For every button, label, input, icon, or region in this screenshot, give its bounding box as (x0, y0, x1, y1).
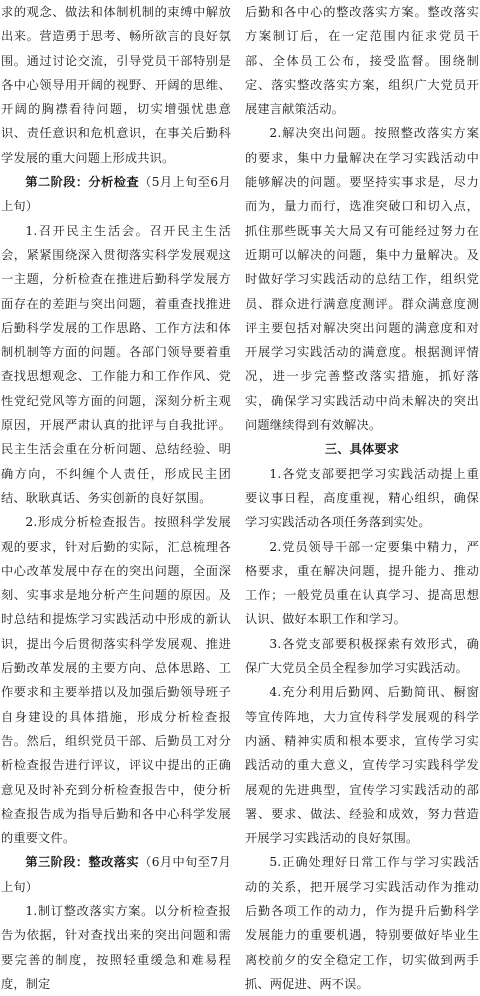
item-analysis-report: 2.形成分析检查报告。按照科学发展观的要求，针对后勤的实际，汇总梳理各中心改革发展中存在的突出问题，全面深刻、实事求是地分析产生问题的原因。及时总结和提炼学习实践活动中形成的新认识，提出今后贯彻落实科学发展观、推进后勤改革发展的主要方向、总体思路、工作要求和主要举措以及加强后勤领导班子自身建设的具体措施，形成分析检查报告。然后，组织党员干部、后勤员工对分析检查报告进行评议，评议中提出的正确意见及时补充到分析检查报告中，使分析检查报告成为指导后勤和各中心科学发展的重要文件。 (1, 515, 231, 846)
right-column (245, 0, 480, 991)
item-solve-problems: 2.解决突出问题。按照整改落实方案的要求，集中力量解决在学习实践活动中能够解决的问题。要坚持实事求是，尽力而为，量力而行，选准突破口和切入点，抓住那些既事关大局又有可能经过努力在近期可以解决的问题，集中力量解决。及时做好学习实践活动的总结工作，组织党员、群众进行满意度测评。群众满意度测评主要包括对解决突出问题的满意度和对开展学习实践活动的满意度。根据测评情况，进一步完善整改落实措施，抓好落实，确保学习实践活动中尚未解决的突出问题继续得到有效解决。 (245, 126, 479, 433)
paragraph-plan-continued: 后勤和各中心的整改落实方案。整改落实方案制订后，在一定范围内征求党员干部、全体员工公布，接受监督。围绕制定、落实整改落实方案，组织广大党员开展建言献策活动。 (245, 5, 479, 117)
section-heading-requirements: 三、具体要求 (324, 442, 400, 457)
paragraph-consensus: 求的观念、做法和体制机制的束缚中解放出来。营造勇于思考、畅所欲言的良好氛围。通过讨论交流，引导党员干部特别是各中心领导用开阔的视野、开阔的思维、开阔的胸襟看待问题，切实增强忧患意识、责任意识和危机意识，在事关后勤科学发展的重大问题上形成共识。 (1, 5, 231, 165)
stage3-time: （6月中旬至7月上旬） (1, 855, 231, 894)
stage3-heading (1, 850, 231, 899)
item-democratic-meeting: 1.召开民主生活会。召开民主生活会，紧紧围绕深入贯彻落实科学发展观这一主题，分析检查在推进后勤科学发展方面存在的差距与突出问题，着重查找推进后勤科学发展的工作思路、工作方法和体制机制等方面的问题。各部门领导要着重查找思想观念、工作能力和工作作风、党性党纪党风等方面的问题，深刻分析主观原因，开展严肃认真的批评与自我批评。民主生活会重在分析问题、总结经验、明确方向，不纠缠个人责任，形成民主团结、耿耿真话、务实创新的良好氛围。 (1, 223, 231, 505)
requirement-4: 4.充分利用后勤网、后勤简讯、橱窗等宣传阵地，大力宣传科学发展观的科学内涵、精神实质和根本要求，宣传学习实践活动的重大意义，宣传学习实践科学发展观的先进典型，宣传学习实践活动的部署、要求、做法、经验和成效，努力营造开展学习实践活动的良好氛围。 (245, 685, 479, 846)
requirement-5: 5.正确处理好日常工作与学习实践活动的关系，把开展学习实践活动作为推动后勤各项工作的动力，作为提升后勤科学发展能力的重要机遇，特别要做好毕业生离校前夕的安全稳定工作，切实做到两手抓、两促进、两不误。 (245, 855, 479, 991)
item-rectification-plan: 1.制订整改落实方案。以分析检查报告为依据，针对查找出来的突出问题和需要完善的制度，按照轻重缓急和难易程度，制定 (1, 903, 231, 991)
stage2-time: （5月上旬至6月上旬） (1, 175, 231, 214)
left-column (0, 0, 235, 991)
requirement-3: 3.各党支部要积极探索有效形式，确保广大党员全员全程参加学习实践活动。 (245, 636, 479, 676)
stage2-label: 第二阶段：分析检查 (25, 175, 140, 190)
stage3-label: 第三阶段：整改落实 (25, 855, 140, 870)
requirement-1: 1.各党支部要把学习实践活动提上重要议事日程，高度重视，精心组织，确保学习实践活动各项任务落到实处。 (245, 466, 479, 530)
requirement-2: 2.党员领导干部一定要集中精力，严格要求，重在解决问题，提升能力、推动工作；一般党员重在认真学习、提高思想认识、做好本职工作和学习。 (245, 539, 479, 627)
stage2-heading (1, 170, 231, 219)
